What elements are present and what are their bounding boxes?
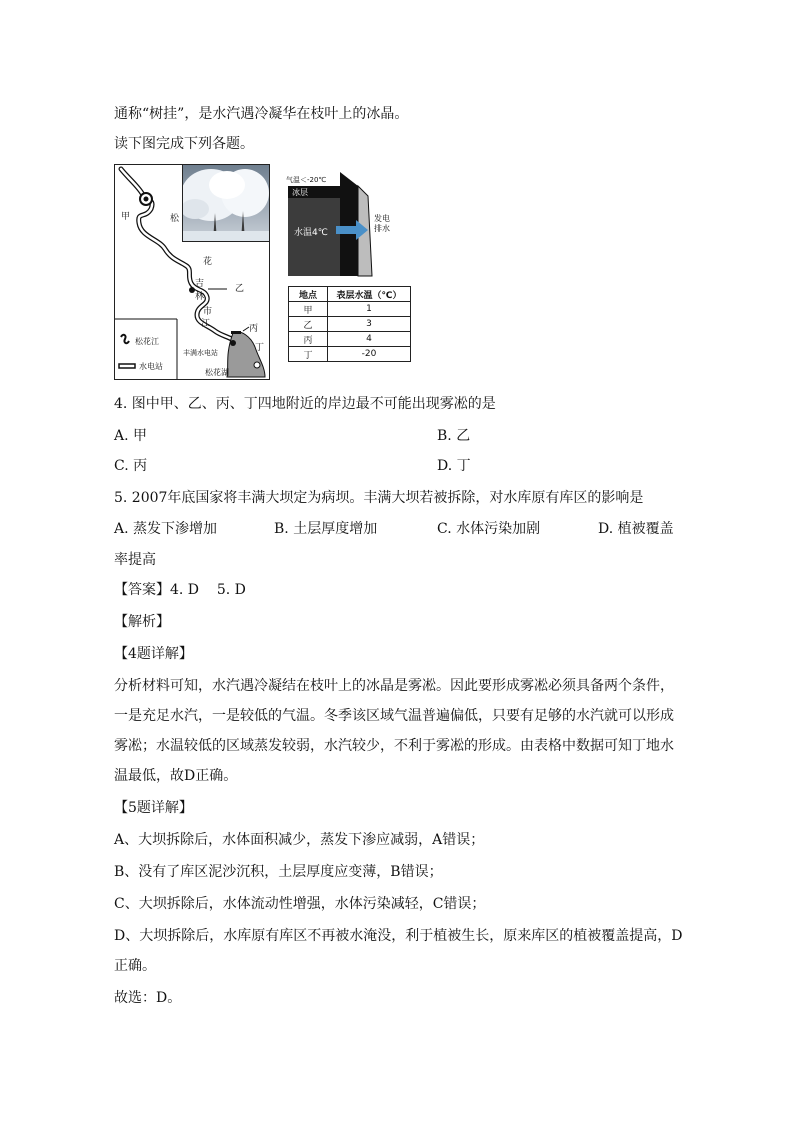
table-cell-temp: 4 [328,332,411,347]
label-hua: 花 [203,257,213,267]
ice-layer-label: 冰层 [292,188,308,197]
table-header-place: 地点 [289,287,328,302]
q4-option-d: D. 丁 [437,458,471,474]
label-yi: 乙 [235,284,245,294]
label-bing: 丙 [249,324,259,334]
q5-option-a: A. 蒸发下渗增加 [114,521,218,537]
detail5-a: A、大坝拆除后，水体面积减少，蒸发下渗应减弱，A错误； [114,832,485,848]
q5-option-d-cont: 率提高 [114,552,156,568]
table-cell-temp: 3 [328,317,411,332]
rime-photo [182,164,270,242]
rime-tree-image [183,165,269,241]
legend-river-label: 松花江 [135,337,159,346]
air-temp-label: 气温＜-20℃ [286,176,327,184]
detail5-choice: 故选：D。 [114,990,182,1006]
q4-option-b: B. 乙 [437,428,471,444]
discharge-label-2: 排水 [374,224,390,233]
detail5-c: C、大坝拆除后，水体流动性增强，水体污染减轻，C错误； [114,896,486,912]
q5-option-c: C. 水体污染加剧 [437,521,541,537]
legend-station-label: 水电站 [139,362,163,371]
label-song: 松 [170,214,180,224]
detail4-p2: 一是充足水汽，一是较低的气温。冬季该区域气温普遍偏低，只要有足够的水汽就可以形成 [114,708,674,724]
detail4-p3: 雾凇；水温较低的区域蒸发较弱，水汽较少，不利于雾凇的形成。由表格中数据可知丁地水 [114,738,674,754]
analysis-title: 【解析】 [114,614,170,630]
label-lin: 林 [195,292,205,302]
detail5-d2: 正确。 [114,958,156,974]
detail4-title: 【4题详解】 [114,646,193,662]
detail5-title: 【5题详解】 [114,800,193,816]
label-ding: 丁 [255,343,265,353]
q4-option-a: A. 甲 [114,428,148,444]
q5-stem: 5. 2007年底国家将丰满大坝定为病坝。丰满大坝若被拆除，对水库原有库区的影响是 [114,490,644,506]
water-temp-table [288,286,411,362]
label-songhuahu: 松花湖 [205,368,229,377]
discharge-label-1: 发电 [374,214,390,223]
label-jia: 甲 [121,212,131,222]
q4-option-c: C. 丙 [114,458,148,474]
table-cell-place: 丁 [289,347,328,362]
table-header-row [289,287,411,302]
dam-section-figure [286,172,406,278]
table-row [289,302,411,317]
table-row [289,332,411,347]
label-fengman: 丰满水电站 [183,349,218,357]
table-cell-temp: -20 [328,347,411,362]
q5-option-d: D. 植被覆盖 [598,521,674,537]
table-row [289,317,411,332]
detail5-b: B、没有了库区泥沙沉积，土层厚度应变薄，B错误； [114,864,443,880]
label-shi: 市 [203,307,213,317]
intro-line-1: 通称“树挂”，是水汽遇冷凝华在枝叶上的冰晶。 [114,106,409,122]
detail4-p4: 温最低，故D正确。 [114,768,238,784]
table-row [289,347,411,362]
detail4-p1: 分析材料可知，水汽遇冷凝结在枝叶上的冰晶是雾凇。因此要形成雾凇必须具备两个条件， [114,678,674,694]
table-cell-temp: 1 [328,302,411,317]
label-jiang: 江 [201,319,211,329]
q4-stem: 4. 图中甲、乙、丙、丁四地附近的岸边最不可能出现雾凇的是 [114,396,496,412]
answer-line: 【答案】4. D 5. D [114,582,246,598]
q5-option-b: B. 土层厚度增加 [274,521,378,537]
table-cell-place: 乙 [289,317,328,332]
intro-line-2: 读下图完成下列各题。 [114,136,254,152]
label-ji: 吉 [195,279,205,289]
table-header-temp: 表层水温（℃） [328,287,411,302]
water-temp-label: 水温4℃ [294,228,328,238]
table-cell-place: 甲 [289,302,328,317]
detail5-d1: D、大坝拆除后，水库原有库区不再被水淹没，利于植被生长，原来库区的植被覆盖提高，D [114,928,683,944]
table-cell-place: 丙 [289,332,328,347]
